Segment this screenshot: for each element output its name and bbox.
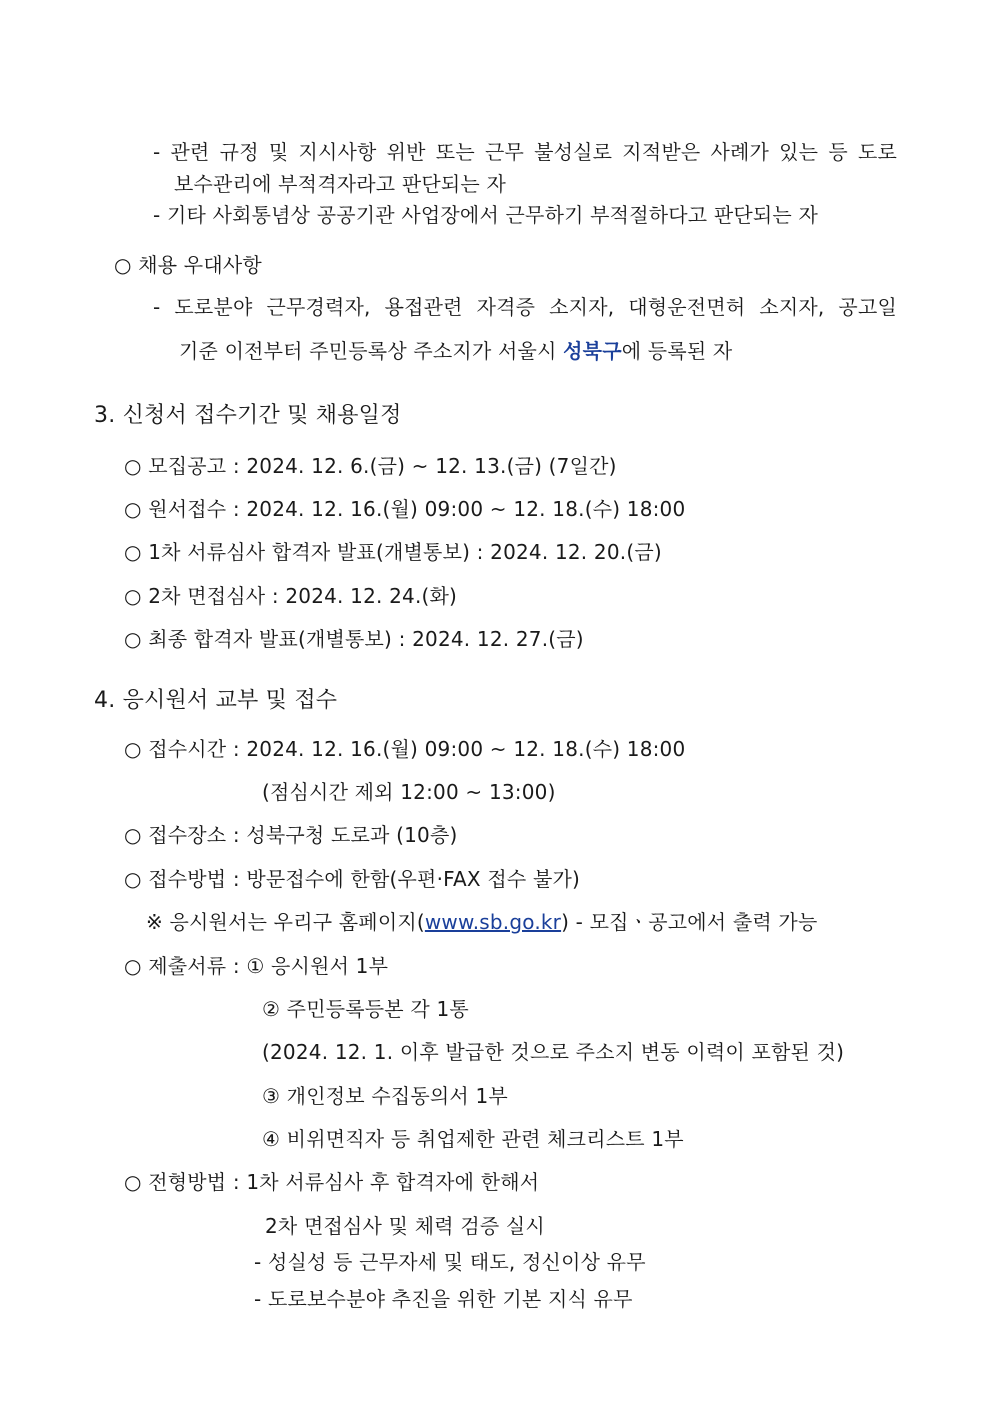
reception-time: ○ 접수시간 : 2024. 12. 16.(월) 09:00 ~ 12. 18.(수) 18:00 bbox=[124, 737, 686, 761]
required-doc-2-note: (2024. 12. 1. 이후 발급한 것으로 주소지 변동 이력이 포함된 것) bbox=[262, 1040, 845, 1064]
preference-line2-text: 기준 이전부터 주민등록상 주소지가 서울시 bbox=[179, 339, 564, 363]
preference-line1: - 도로분야 근무경력자, 용접관련 자격증 소지자, 대형운전면허 소지자, 공고일 bbox=[153, 295, 897, 319]
criteria-knowledge: - 도로보수분야 추진을 위한 기본 지식 유무 bbox=[254, 1287, 633, 1311]
disqualify-other-line: - 기타 사회통념상 공공기관 사업장에서 근무하기 부적절하다고 판단되는 자 bbox=[153, 203, 818, 227]
reception-method: ○ 접수방법 : 방문접수에 한함(우편·FAX 접수 불가) bbox=[124, 867, 580, 891]
application-form-note bbox=[146, 908, 817, 936]
preference-title: ○ 채용 우대사항 bbox=[114, 253, 262, 277]
preference-line2-end: 에 등록된 자 bbox=[621, 339, 733, 363]
section4-heading: 4. 응시원서 교부 및 접수 bbox=[94, 688, 338, 713]
schedule-item-interview: ○ 2차 면접심사 : 2024. 12. 24.(화) bbox=[124, 584, 458, 608]
disqualify-rule-line1: - 관련 규정 및 지시사항 위반 또는 근무 불성실로 지적받은 사례가 있는 등 도로 bbox=[153, 140, 897, 164]
disqualify-rule-line2: 보수관리에 부적격자라고 판단되는 자 bbox=[174, 172, 506, 196]
schedule-item-recruit: ○ 모집공고 : 2024. 12. 6.(금) ~ 12. 13.(금) (7일간) bbox=[124, 454, 617, 478]
reception-place: ○ 접수장소 : 성북구청 도로과 (10층) bbox=[124, 823, 458, 847]
criteria-attitude: - 성실성 등 근무자세 및 태도, 정신이상 유무 bbox=[254, 1250, 646, 1274]
note-text-end: ) - 모집ㆍ공고에서 출력 가능 bbox=[561, 910, 818, 934]
district-highlight: 성북구 bbox=[563, 339, 622, 363]
schedule-item-application: ○ 원서접수 : 2024. 12. 16.(월) 09:00 ~ 12. 18.(수) 18:00 bbox=[124, 497, 686, 521]
required-doc-3: ③ 개인정보 수집동의서 1부 bbox=[262, 1084, 508, 1108]
note-text: ※ 응시원서는 우리구 홈페이지( bbox=[146, 910, 425, 934]
reception-time-note: (점심시간 제외 12:00 ~ 13:00) bbox=[262, 780, 556, 804]
homepage-link[interactable]: www.sb.go.kr bbox=[424, 910, 562, 934]
required-doc-2: ② 주민등록등본 각 1통 bbox=[262, 997, 469, 1021]
schedule-item-final-result: ○ 최종 합격자 발표(개별통보) : 2024. 12. 27.(금) bbox=[124, 627, 584, 651]
section3-heading: 3. 신청서 접수기간 및 채용일정 bbox=[94, 403, 402, 428]
selection-method: ○ 전형방법 : 1차 서류심사 후 합격자에 한해서 bbox=[124, 1170, 540, 1194]
required-docs-label: ○ 제출서류 : ① 응시원서 1부 bbox=[124, 954, 389, 978]
preference-line2 bbox=[179, 337, 732, 365]
required-doc-4: ④ 비위면직자 등 취업제한 관련 체크리스트 1부 bbox=[262, 1127, 684, 1151]
selection-method-line2: 2차 면접심사 및 체력 검증 실시 bbox=[265, 1214, 545, 1238]
schedule-item-first-result: ○ 1차 서류심사 합격자 발표(개별통보) : 2024. 12. 20.(금) bbox=[124, 540, 662, 564]
